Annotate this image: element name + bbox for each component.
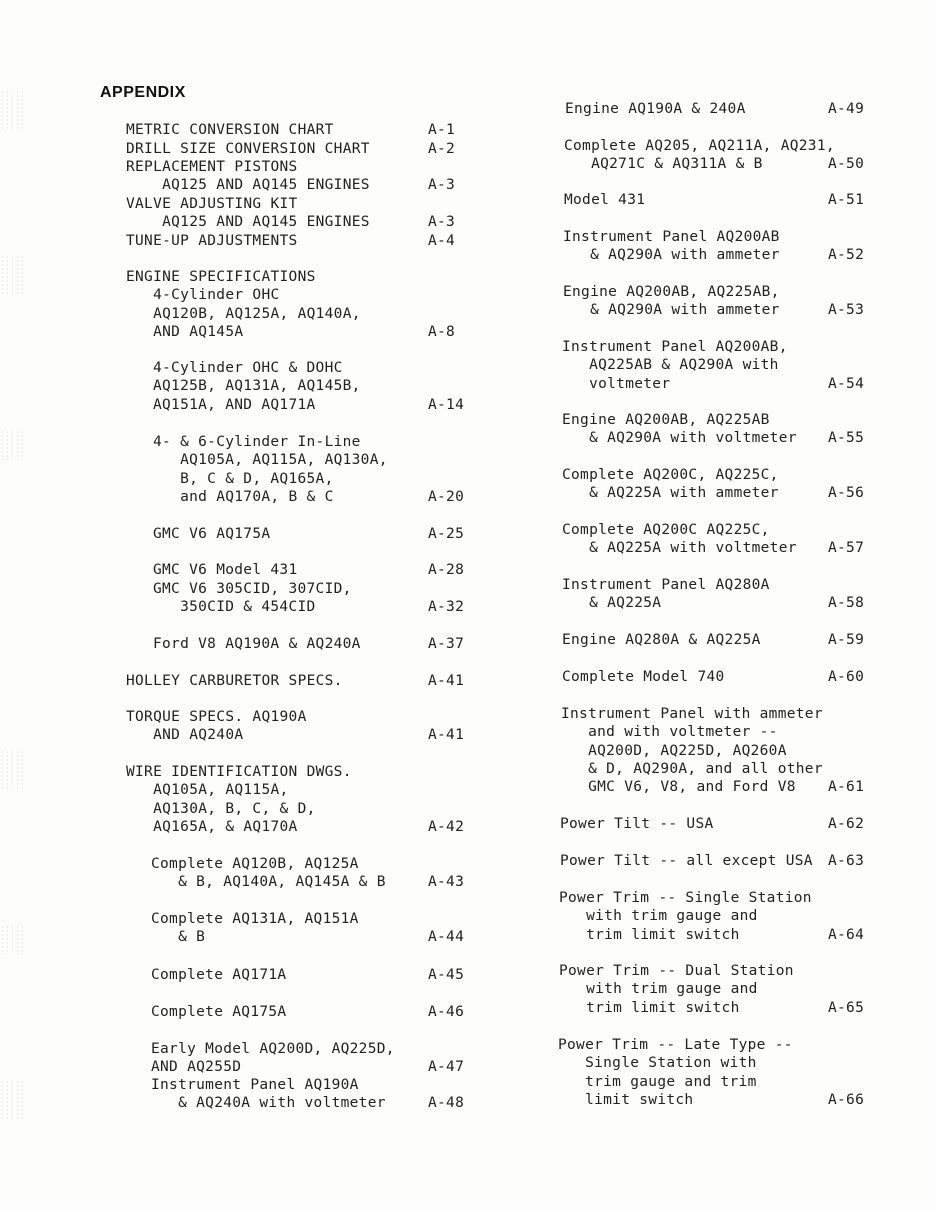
entry-line: Complete AQ175A [151, 1004, 287, 1020]
entry-line: Instrument Panel AQ190A [151, 1077, 359, 1093]
page-number: A-49 [828, 101, 865, 117]
entry-line: Complete AQ120B, AQ125A [151, 856, 359, 872]
entry-line: trim limit switch [559, 999, 740, 1016]
toc-entry [562, 466, 868, 503]
entry-line: 350CID & 454CID [153, 599, 316, 616]
toc-entry [562, 631, 868, 649]
entry-line: AND AQ255D [151, 1059, 242, 1076]
entry-line: & AQ290A with voltmeter [562, 430, 797, 447]
toc-entry [151, 855, 468, 892]
entry-line: 4-Cylinder OHC [126, 287, 280, 304]
entry-line: Engine AQ190A & 240A [565, 101, 746, 117]
entry-title [151, 1003, 468, 1021]
entry-line: Complete AQ131A, AQ151A [151, 911, 359, 927]
entry-title [561, 705, 868, 796]
page-number: A-14 [428, 396, 465, 413]
toc-entry [561, 705, 868, 796]
page-number: A-65 [828, 999, 865, 1016]
page-number: A-50 [828, 156, 865, 173]
appendix-heading: APPENDIX [100, 84, 186, 101]
page-number: A-60 [828, 669, 865, 685]
entry-title [564, 191, 868, 209]
entry-line: GMC V6 AQ175A [153, 526, 271, 542]
entry-line: HOLLEY CARBURETOR SPECS. [126, 673, 343, 689]
page-number: A-61 [828, 779, 865, 796]
toc-entry [565, 100, 868, 118]
toc-entry [126, 232, 468, 250]
page-number: A-20 [428, 488, 465, 505]
entry-line: Power Trim -- Single Station [559, 890, 812, 906]
page-number: A-45 [428, 967, 465, 983]
entry-line: Engine AQ200AB, AQ225AB, [563, 284, 780, 300]
toc-entry [560, 852, 868, 870]
entry-line: AQ200D, AQ225D, AQ260A [561, 742, 787, 759]
entry-line: & AQ225A with ammeter [562, 485, 779, 502]
page-number: A-25 [428, 526, 465, 542]
entry-line: AQ125 AND AQ145 ENGINES [126, 177, 370, 194]
entry-title [126, 121, 468, 139]
scan-artifact [0, 1080, 26, 1120]
entry-line: Ford V8 AQ190A & AQ240A [153, 636, 361, 652]
entry-line: AQ165A, & AQ170A [126, 818, 298, 835]
toc-entry [560, 815, 868, 833]
toc-entry [126, 763, 468, 836]
page-number: A-41 [428, 673, 465, 689]
toc-entry [151, 910, 468, 947]
scan-artifact [0, 90, 26, 130]
entry-line: trim limit switch [559, 926, 740, 943]
entry-line: Single Station with [558, 1055, 757, 1072]
toc-entry [562, 521, 868, 558]
entry-line: Early Model AQ200D, AQ225D, [151, 1041, 395, 1057]
toc-entry [562, 411, 868, 448]
toc-entry [153, 525, 468, 543]
entry-title [151, 1076, 468, 1113]
page-number: A-37 [428, 636, 465, 652]
entry-title [563, 228, 868, 265]
entry-line: TUNE-UP ADJUSTMENTS [126, 233, 298, 249]
entry-line: GMC V6 305CID, 307CID, [153, 581, 352, 597]
entry-line: & D, AQ290A, and all other [561, 760, 823, 777]
entry-line: Engine AQ200AB, AQ225AB [562, 412, 770, 428]
toc-entry [153, 635, 468, 653]
toc-entry [564, 137, 868, 174]
entry-line: Power Tilt -- all except USA [560, 853, 813, 869]
toc-entry [558, 1036, 868, 1109]
entry-title [562, 576, 868, 613]
entry-line: with trim gauge and [559, 908, 758, 925]
page-number: A-66 [828, 1091, 865, 1108]
toc-entry [126, 672, 468, 690]
entry-line: Engine AQ280A & AQ225A [562, 632, 761, 648]
entry-line: AND AQ240A [126, 727, 244, 744]
entry-line: AQ105A, AQ115A, [126, 782, 289, 799]
entry-line: AQ225AB & AQ290A with [562, 357, 779, 374]
entry-line: and with voltmeter -- [561, 724, 778, 741]
entry-line: GMC V6, V8, and Ford V8 [561, 779, 796, 796]
entry-line: voltmeter [562, 375, 671, 392]
entry-title [151, 966, 468, 984]
page-number: A-57 [828, 540, 865, 557]
toc-entry [151, 1003, 468, 1021]
toc-entry [562, 576, 868, 613]
entry-title [153, 580, 468, 617]
entry-title [151, 1040, 468, 1077]
entry-line: & AQ290A with ammeter [563, 247, 780, 264]
entry-line: AQ130A, B, C, & D, [126, 800, 316, 817]
entry-line: TORQUE SPECS. AQ190A [126, 709, 307, 725]
entry-line: Instrument Panel AQ200AB [563, 229, 780, 245]
page-number: A-32 [428, 599, 465, 616]
entry-line: Power Trim -- Dual Station [559, 963, 794, 979]
page-number: A-41 [428, 727, 465, 744]
page-number: A-62 [828, 816, 865, 832]
entry-line: 4-Cylinder OHC & DOHC [153, 360, 343, 376]
entry-line: limit switch [558, 1091, 694, 1108]
entry-line: Instrument Panel AQ200AB, [562, 339, 788, 355]
scan-artifact [0, 925, 26, 955]
entry-line: Complete Model 740 [562, 669, 725, 685]
entry-title [562, 466, 868, 503]
scan-artifact [0, 255, 26, 295]
page-number: A-4 [428, 233, 456, 249]
scan-artifact [0, 750, 26, 790]
entry-title [562, 521, 868, 558]
entry-title [153, 525, 468, 543]
entry-line: Instrument Panel AQ280A [562, 577, 770, 593]
page-number: A-3 [428, 214, 456, 231]
entry-title [562, 411, 868, 448]
page-number: A-63 [828, 853, 865, 869]
page-number: A-28 [428, 562, 465, 578]
entry-title [126, 232, 468, 250]
toc-entry [153, 561, 468, 579]
entry-title [126, 158, 468, 195]
entry-title [558, 1036, 868, 1109]
page-number: A-44 [428, 929, 465, 946]
page-number: A-56 [828, 485, 865, 502]
toc-entry [153, 433, 468, 506]
entry-line: & B, AQ140A, AQ145A & B [151, 874, 386, 891]
entry-line: Model 431 [564, 192, 646, 208]
entry-title [126, 195, 468, 232]
entry-title [560, 815, 868, 833]
entry-line: Complete AQ200C, AQ225C, [562, 467, 779, 483]
page-number: A-1 [428, 122, 456, 138]
entry-title [153, 561, 468, 579]
entry-title [559, 889, 868, 944]
toc-entry [151, 966, 468, 984]
entry-title [153, 635, 468, 653]
toc-entry [126, 268, 468, 341]
entry-title [151, 855, 468, 892]
entry-line: 4- & 6-Cylinder In-Line [153, 434, 361, 450]
page-number: A-59 [828, 632, 865, 648]
page-number: A-42 [428, 818, 465, 835]
entry-line: Complete AQ205, AQ211A, AQ231, [564, 138, 835, 154]
page-number: A-47 [428, 1059, 465, 1076]
entry-line: AND AQ145A [126, 323, 244, 340]
toc-entry [126, 121, 468, 139]
toc-entry [126, 195, 468, 232]
entry-title [153, 433, 468, 506]
toc-entry [126, 140, 468, 158]
toc-entry [563, 228, 868, 265]
toc-entry [562, 668, 868, 686]
toc-entry [151, 1076, 468, 1113]
entry-line: & AQ240A with voltmeter [151, 1095, 386, 1112]
entry-line: AQ151A, AND AQ171A [153, 396, 316, 413]
entry-title [562, 631, 868, 649]
entry-line: trim gauge and trim [558, 1073, 757, 1090]
entry-line: & AQ225A with voltmeter [562, 540, 797, 557]
entry-line: Complete AQ171A [151, 967, 287, 983]
entry-line: AQ125 AND AQ145 ENGINES [126, 214, 370, 231]
entry-title [563, 283, 868, 320]
entry-title [564, 137, 868, 174]
toc-entry [563, 283, 868, 320]
entry-line: Power Tilt -- USA [560, 816, 714, 832]
entry-title [153, 359, 468, 414]
page-number: A-48 [428, 1095, 465, 1112]
entry-title [126, 268, 468, 341]
entry-line: REPLACEMENT PISTONS [126, 159, 298, 175]
entry-line: ENGINE SPECIFICATIONS [126, 269, 316, 285]
entry-title [559, 962, 868, 1017]
entry-line: AQ120B, AQ125A, AQ140A, [126, 305, 361, 322]
entry-line: GMC V6 Model 431 [153, 562, 298, 578]
entry-line: & B [151, 929, 206, 946]
page-number: A-8 [428, 323, 456, 340]
entry-title [151, 910, 468, 947]
entry-line: VALVE ADJUSTING KIT [126, 196, 298, 212]
entry-line: AQ125B, AQ131A, AQ145B, [153, 378, 361, 395]
toc-entry [151, 1040, 468, 1077]
page-number: A-51 [828, 192, 865, 208]
page-number: A-54 [828, 375, 865, 392]
entry-line: Complete AQ200C AQ225C, [562, 522, 770, 538]
entry-line: WIRE IDENTIFICATION DWGS. [126, 764, 352, 780]
toc-entry [126, 158, 468, 195]
entry-title [562, 668, 868, 686]
page-number: A-52 [828, 247, 865, 264]
entry-line: Power Trim -- Late Type -- [558, 1037, 793, 1053]
toc-entry [153, 359, 468, 414]
entry-line: B, C & D, AQ165A, [153, 470, 334, 487]
entry-line: AQ271C & AQ311A & B [564, 156, 763, 173]
entry-title [126, 672, 468, 690]
entry-line: DRILL SIZE CONVERSION CHART [126, 141, 370, 157]
page-number: A-55 [828, 430, 865, 447]
page-number: A-3 [428, 177, 456, 194]
entry-line: and AQ170A, B & C [153, 488, 334, 505]
entry-title [560, 852, 868, 870]
entry-line: & AQ290A with ammeter [563, 302, 780, 319]
entry-title [126, 140, 468, 158]
entry-title [562, 338, 868, 393]
page-number: A-53 [828, 302, 865, 319]
toc-entry [126, 708, 468, 745]
entry-line: Instrument Panel with ammeter [561, 706, 823, 722]
scan-artifact [0, 430, 26, 460]
entry-line: AQ105A, AQ115A, AQ130A, [153, 452, 388, 469]
toc-entry [559, 889, 868, 944]
entry-line: with trim gauge and [559, 981, 758, 998]
toc-entry [559, 962, 868, 1017]
entry-title [126, 763, 468, 836]
entry-title [126, 708, 468, 745]
page-number: A-64 [828, 926, 865, 943]
toc-entry [564, 191, 868, 209]
entry-title [565, 100, 868, 118]
entry-line: & AQ225A [562, 595, 662, 612]
toc-entry [153, 580, 468, 617]
page-number: A-2 [428, 141, 456, 157]
page-number: A-43 [428, 874, 465, 891]
entry-line: METRIC CONVERSION CHART [126, 122, 334, 138]
page-number: A-46 [428, 1004, 465, 1020]
page-number: A-58 [828, 595, 865, 612]
toc-entry [562, 338, 868, 393]
